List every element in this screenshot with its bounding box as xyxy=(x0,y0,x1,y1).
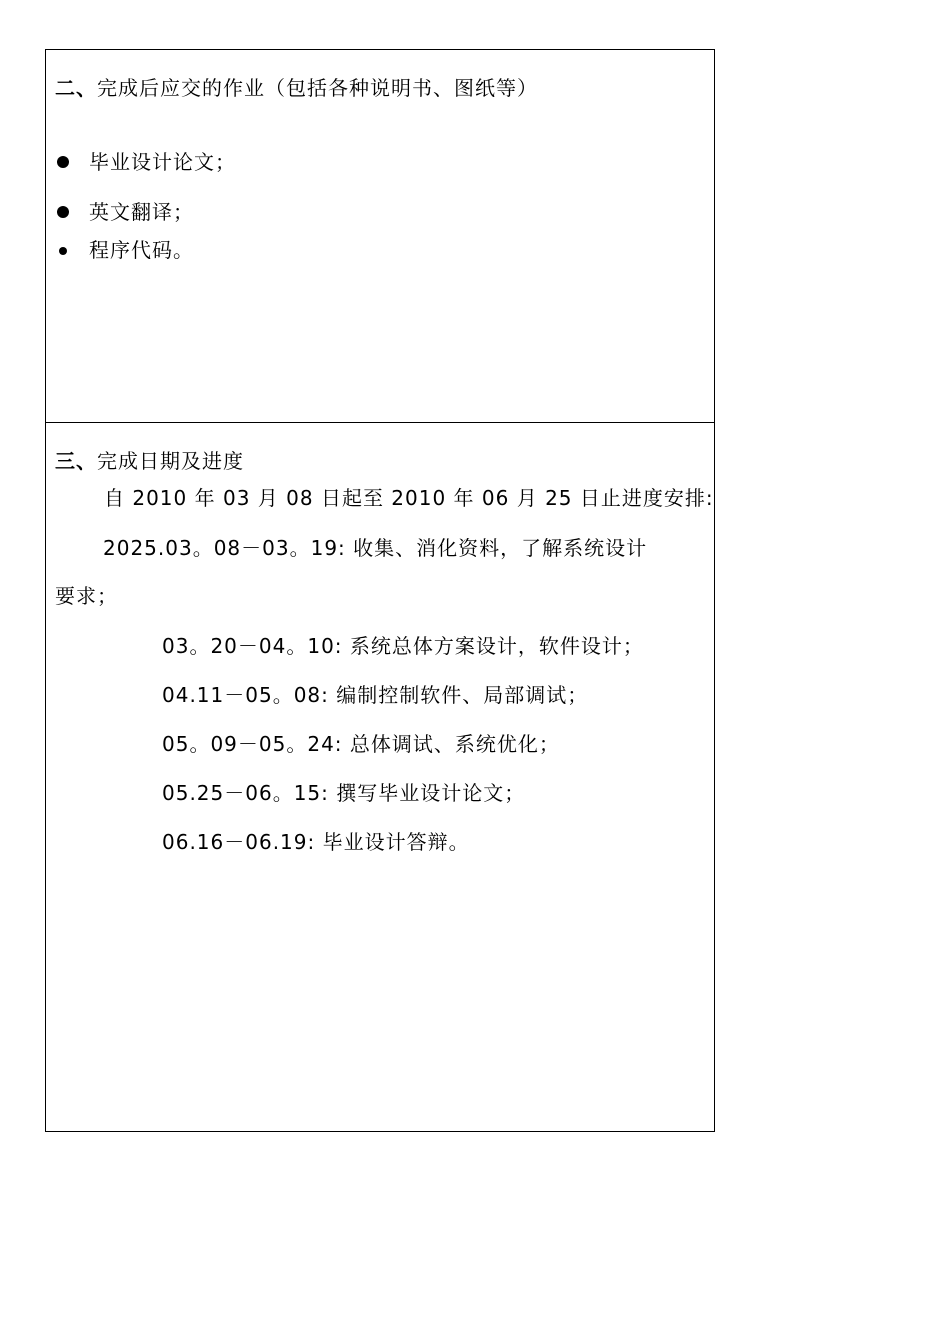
deliverables-heading xyxy=(55,76,538,100)
deliverable-item: 毕业设计论文； xyxy=(89,150,236,174)
task-form-table xyxy=(45,49,715,1132)
schedule-heading-number: 三、 xyxy=(55,449,97,473)
deliverable-item: 英文翻译； xyxy=(89,200,194,224)
schedule-cell xyxy=(46,423,714,1133)
schedule-item: 05。09－05。24: 总体调试、系统优化； xyxy=(162,732,560,756)
schedule-item: 2025.03。08－03。19: 收集、消化资料，了解系统设计 xyxy=(103,536,648,560)
deliverables-heading-text: 完成后应交的作业（包括各种说明书、图纸等） xyxy=(97,76,538,100)
schedule-item: 03。20－04。10: 系统总体方案设计，软件设计； xyxy=(162,634,644,658)
bullet-icon xyxy=(57,156,69,168)
bullet-icon xyxy=(59,247,67,255)
schedule-item-continuation: 要求； xyxy=(55,584,118,608)
schedule-heading xyxy=(55,449,244,473)
deliverable-item: 程序代码。 xyxy=(89,238,194,262)
schedule-heading-text: 完成日期及进度 xyxy=(97,449,244,473)
schedule-item: 05.25－06。15: 撰写毕业设计论文； xyxy=(162,781,526,805)
deliverables-cell xyxy=(46,50,714,423)
deliverables-heading-number: 二、 xyxy=(55,76,97,100)
schedule-intro: 自 2010 年 03 月 08 日起至 2010 年 06 月 25 日止进度安排: xyxy=(104,486,714,510)
bullet-icon xyxy=(57,206,69,218)
schedule-item: 04.11－05。08: 编制控制软件、局部调试； xyxy=(162,683,589,707)
schedule-item: 06.16－06.19: 毕业设计答辩。 xyxy=(162,830,470,854)
